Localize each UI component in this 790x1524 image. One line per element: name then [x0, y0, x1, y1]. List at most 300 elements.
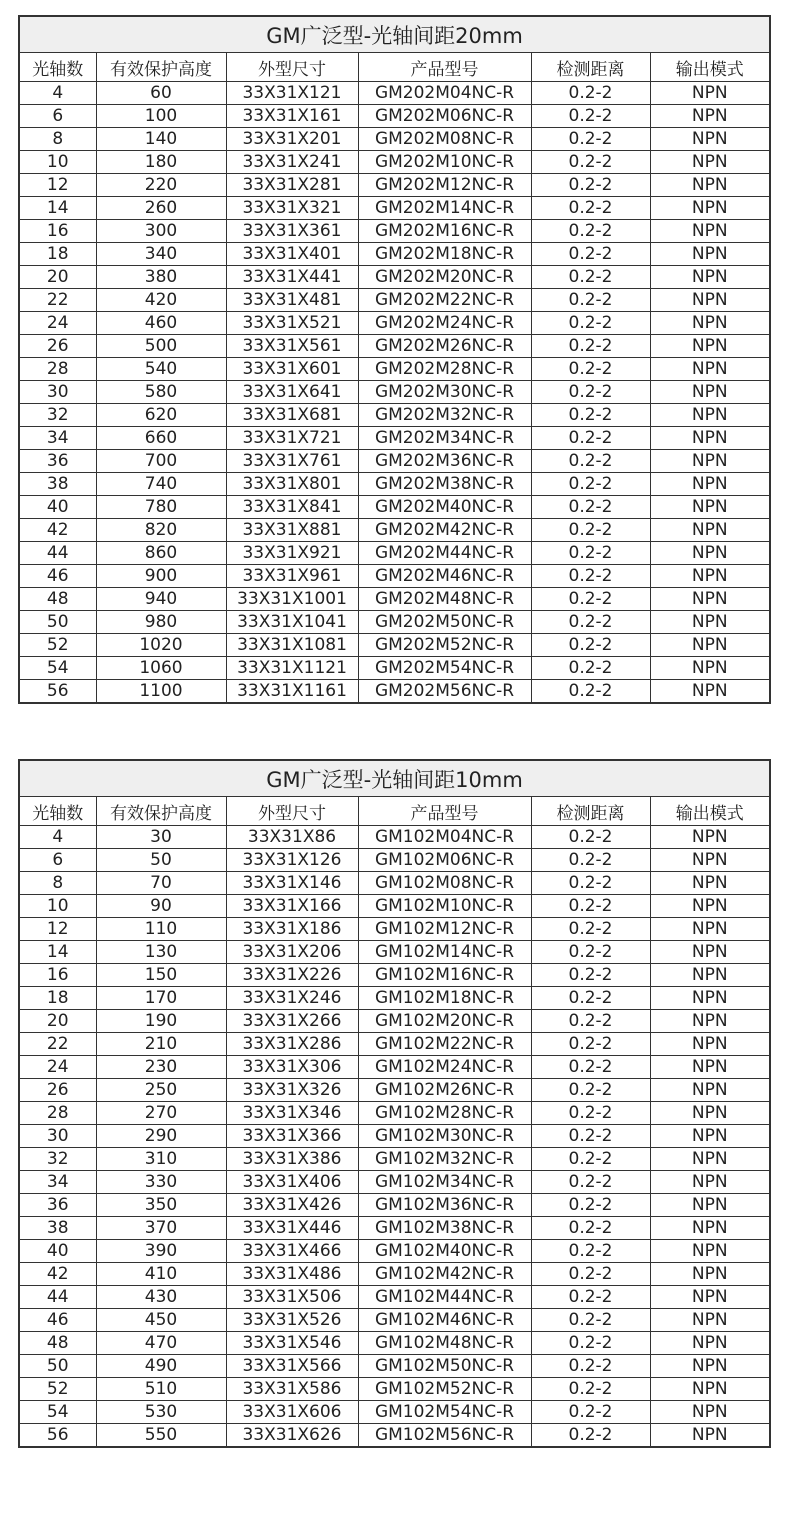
protect-height-cell: 500 [96, 335, 226, 358]
output-mode-cell: NPN [650, 895, 770, 918]
dimensions-cell: 33X31X761 [226, 450, 358, 473]
detect-distance-cell: 0.2-2 [531, 542, 650, 565]
detect-distance-cell: 0.2-2 [531, 404, 650, 427]
detect-distance-cell: 0.2-2 [531, 1309, 650, 1332]
output-mode-cell: NPN [650, 565, 770, 588]
protect-height-cell: 410 [96, 1263, 226, 1286]
dimensions-cell: 33X31X521 [226, 312, 358, 335]
detect-distance-cell: 0.2-2 [531, 289, 650, 312]
model-cell: GM202M14NC-R [358, 197, 531, 220]
dimensions-cell: 33X31X201 [226, 128, 358, 151]
axis-count-cell: 46 [19, 1309, 96, 1332]
dimensions-cell: 33X31X146 [226, 872, 358, 895]
dimensions-cell: 33X31X801 [226, 473, 358, 496]
detect-distance-cell: 0.2-2 [531, 1010, 650, 1033]
protect-height-cell: 300 [96, 220, 226, 243]
protect-height-cell: 150 [96, 964, 226, 987]
dimensions-cell: 33X31X586 [226, 1378, 358, 1401]
model-cell: GM102M42NC-R [358, 1263, 531, 1286]
detect-distance-cell: 0.2-2 [531, 588, 650, 611]
output-mode-cell: NPN [650, 826, 770, 849]
detect-distance-cell: 0.2-2 [531, 450, 650, 473]
dimensions-cell: 33X31X566 [226, 1355, 358, 1378]
model-cell: GM202M22NC-R [358, 289, 531, 312]
dimensions-cell: 33X31X441 [226, 266, 358, 289]
output-mode-cell: NPN [650, 941, 770, 964]
output-mode-cell: NPN [650, 1401, 770, 1424]
dimensions-cell: 33X31X126 [226, 849, 358, 872]
axis-count-cell: 22 [19, 1033, 96, 1056]
dimensions-cell: 33X31X266 [226, 1010, 358, 1033]
table-row [19, 1033, 770, 1056]
model-cell: GM102M46NC-R [358, 1309, 531, 1332]
axis-count-cell: 20 [19, 266, 96, 289]
detect-distance-cell: 0.2-2 [531, 1079, 650, 1102]
protect-height-cell: 460 [96, 312, 226, 335]
axis-count-cell: 26 [19, 335, 96, 358]
axis-count-cell: 12 [19, 174, 96, 197]
output-mode-cell: NPN [650, 335, 770, 358]
axis-count-cell: 10 [19, 895, 96, 918]
detect-distance-cell: 0.2-2 [531, 220, 650, 243]
protect-height-cell: 860 [96, 542, 226, 565]
axis-count-cell: 4 [19, 826, 96, 849]
dimensions-cell: 33X31X841 [226, 496, 358, 519]
output-mode-cell: NPN [650, 1240, 770, 1263]
header-output-mode: 输出模式 [650, 797, 770, 826]
table-row [19, 987, 770, 1010]
model-cell: GM102M16NC-R [358, 964, 531, 987]
axis-count-cell: 48 [19, 588, 96, 611]
model-cell: GM102M24NC-R [358, 1056, 531, 1079]
table-title: GM广泛型-光轴间距20mm [19, 16, 770, 53]
detect-distance-cell: 0.2-2 [531, 565, 650, 588]
protect-height-cell: 180 [96, 151, 226, 174]
dimensions-cell: 33X31X226 [226, 964, 358, 987]
detect-distance-cell: 0.2-2 [531, 826, 650, 849]
protect-height-cell: 30 [96, 826, 226, 849]
dimensions-cell: 33X31X446 [226, 1217, 358, 1240]
detect-distance-cell: 0.2-2 [531, 1194, 650, 1217]
model-cell: GM102M54NC-R [358, 1401, 531, 1424]
dimensions-cell: 33X31X166 [226, 895, 358, 918]
dimensions-cell: 33X31X921 [226, 542, 358, 565]
dimensions-cell: 33X31X306 [226, 1056, 358, 1079]
protect-height-cell: 110 [96, 918, 226, 941]
protect-height-cell: 820 [96, 519, 226, 542]
detect-distance-cell: 0.2-2 [531, 1424, 650, 1448]
detect-distance-cell: 0.2-2 [531, 1378, 650, 1401]
detect-distance-cell: 0.2-2 [531, 243, 650, 266]
header-output-mode: 输出模式 [650, 53, 770, 82]
table-row [19, 519, 770, 542]
axis-count-cell: 28 [19, 358, 96, 381]
table-row [19, 680, 770, 704]
dimensions-cell: 33X31X206 [226, 941, 358, 964]
detect-distance-cell: 0.2-2 [531, 1217, 650, 1240]
dimensions-cell: 33X31X426 [226, 1194, 358, 1217]
model-cell: GM202M56NC-R [358, 680, 531, 704]
axis-count-cell: 8 [19, 872, 96, 895]
axis-count-cell: 10 [19, 151, 96, 174]
model-cell: GM202M52NC-R [358, 634, 531, 657]
protect-height-cell: 940 [96, 588, 226, 611]
table-row [19, 496, 770, 519]
table-row [19, 450, 770, 473]
model-cell: GM102M40NC-R [358, 1240, 531, 1263]
axis-count-cell: 18 [19, 243, 96, 266]
detect-distance-cell: 0.2-2 [531, 381, 650, 404]
output-mode-cell: NPN [650, 1309, 770, 1332]
protect-height-cell: 620 [96, 404, 226, 427]
model-cell: GM102M50NC-R [358, 1355, 531, 1378]
axis-count-cell: 30 [19, 1125, 96, 1148]
protect-height-cell: 370 [96, 1217, 226, 1240]
axis-count-cell: 52 [19, 1378, 96, 1401]
protect-height-cell: 980 [96, 611, 226, 634]
detect-distance-cell: 0.2-2 [531, 1148, 650, 1171]
detect-distance-cell: 0.2-2 [531, 1355, 650, 1378]
dimensions-cell: 33X31X561 [226, 335, 358, 358]
output-mode-cell: NPN [650, 358, 770, 381]
output-mode-cell: NPN [650, 1263, 770, 1286]
dimensions-cell: 33X31X186 [226, 918, 358, 941]
dimensions-cell: 33X31X481 [226, 289, 358, 312]
header-dimensions: 外型尺寸 [226, 797, 358, 826]
table-row [19, 588, 770, 611]
protect-height-cell: 100 [96, 105, 226, 128]
model-cell: GM202M16NC-R [358, 220, 531, 243]
axis-count-cell: 14 [19, 197, 96, 220]
header-axis-count: 光轴数 [19, 797, 96, 826]
model-cell: GM202M04NC-R [358, 82, 531, 105]
dimensions-cell: 33X31X121 [226, 82, 358, 105]
dimensions-cell: 33X31X546 [226, 1332, 358, 1355]
detect-distance-cell: 0.2-2 [531, 872, 650, 895]
header-dimensions: 外型尺寸 [226, 53, 358, 82]
model-cell: GM202M34NC-R [358, 427, 531, 450]
protect-height-cell: 450 [96, 1309, 226, 1332]
protect-height-cell: 170 [96, 987, 226, 1010]
output-mode-cell: NPN [650, 680, 770, 704]
table-row [19, 1401, 770, 1424]
axis-count-cell: 8 [19, 128, 96, 151]
header-protect-height: 有效保护高度 [96, 797, 226, 826]
output-mode-cell: NPN [650, 1194, 770, 1217]
model-cell: GM102M48NC-R [358, 1332, 531, 1355]
table-title-row [19, 16, 770, 53]
table-row [19, 565, 770, 588]
output-mode-cell: NPN [650, 128, 770, 151]
spec-table-10mm [18, 759, 771, 1448]
protect-height-cell: 190 [96, 1010, 226, 1033]
protect-height-cell: 1020 [96, 634, 226, 657]
axis-count-cell: 30 [19, 381, 96, 404]
dimensions-cell: 33X31X1121 [226, 657, 358, 680]
table-row [19, 197, 770, 220]
axis-count-cell: 50 [19, 611, 96, 634]
protect-height-cell: 510 [96, 1378, 226, 1401]
protect-height-cell: 340 [96, 243, 226, 266]
output-mode-cell: NPN [650, 105, 770, 128]
dimensions-cell: 33X31X386 [226, 1148, 358, 1171]
table-row [19, 1424, 770, 1448]
detect-distance-cell: 0.2-2 [531, 174, 650, 197]
dimensions-cell: 33X31X506 [226, 1286, 358, 1309]
dimensions-cell: 33X31X86 [226, 826, 358, 849]
axis-count-cell: 12 [19, 918, 96, 941]
protect-height-cell: 350 [96, 1194, 226, 1217]
header-protect-height: 有效保护高度 [96, 53, 226, 82]
detect-distance-cell: 0.2-2 [531, 611, 650, 634]
output-mode-cell: NPN [650, 1056, 770, 1079]
model-cell: GM202M50NC-R [358, 611, 531, 634]
detect-distance-cell: 0.2-2 [531, 1056, 650, 1079]
table-row [19, 174, 770, 197]
protect-height-cell: 50 [96, 849, 226, 872]
output-mode-cell: NPN [650, 918, 770, 941]
output-mode-cell: NPN [650, 220, 770, 243]
table-row [19, 266, 770, 289]
dimensions-cell: 33X31X1161 [226, 680, 358, 704]
protect-height-cell: 780 [96, 496, 226, 519]
output-mode-cell: NPN [650, 312, 770, 335]
table-row [19, 1125, 770, 1148]
table-row [19, 289, 770, 312]
table-title-row [19, 760, 770, 797]
table-row [19, 404, 770, 427]
detect-distance-cell: 0.2-2 [531, 1240, 650, 1263]
axis-count-cell: 18 [19, 987, 96, 1010]
protect-height-cell: 220 [96, 174, 226, 197]
axis-count-cell: 54 [19, 657, 96, 680]
output-mode-cell: NPN [650, 872, 770, 895]
protect-height-cell: 540 [96, 358, 226, 381]
table-row [19, 941, 770, 964]
table-row [19, 826, 770, 849]
protect-height-cell: 140 [96, 128, 226, 151]
model-cell: GM202M06NC-R [358, 105, 531, 128]
dimensions-cell: 33X31X1081 [226, 634, 358, 657]
header-detect-distance: 检测距离 [531, 797, 650, 826]
output-mode-cell: NPN [650, 174, 770, 197]
axis-count-cell: 20 [19, 1010, 96, 1033]
model-cell: GM202M46NC-R [358, 565, 531, 588]
axis-count-cell: 40 [19, 496, 96, 519]
table-row [19, 1171, 770, 1194]
model-cell: GM202M38NC-R [358, 473, 531, 496]
output-mode-cell: NPN [650, 1148, 770, 1171]
model-cell: GM202M54NC-R [358, 657, 531, 680]
table-row [19, 427, 770, 450]
output-mode-cell: NPN [650, 1286, 770, 1309]
header-model: 产品型号 [358, 797, 531, 826]
detect-distance-cell: 0.2-2 [531, 1332, 650, 1355]
table-row [19, 1079, 770, 1102]
dimensions-cell: 33X31X681 [226, 404, 358, 427]
model-cell: GM102M28NC-R [358, 1102, 531, 1125]
detect-distance-cell: 0.2-2 [531, 895, 650, 918]
table-row [19, 358, 770, 381]
protect-height-cell: 430 [96, 1286, 226, 1309]
table-row [19, 335, 770, 358]
table-row [19, 151, 770, 174]
protect-height-cell: 470 [96, 1332, 226, 1355]
dimensions-cell: 33X31X961 [226, 565, 358, 588]
output-mode-cell: NPN [650, 1378, 770, 1401]
axis-count-cell: 46 [19, 565, 96, 588]
output-mode-cell: NPN [650, 588, 770, 611]
protect-height-cell: 740 [96, 473, 226, 496]
output-mode-cell: NPN [650, 542, 770, 565]
dimensions-cell: 33X31X1001 [226, 588, 358, 611]
dimensions-cell: 33X31X286 [226, 1033, 358, 1056]
protect-height-cell: 90 [96, 895, 226, 918]
protect-height-cell: 380 [96, 266, 226, 289]
detect-distance-cell: 0.2-2 [531, 849, 650, 872]
table-row [19, 1332, 770, 1355]
protect-height-cell: 390 [96, 1240, 226, 1263]
protect-height-cell: 700 [96, 450, 226, 473]
axis-count-cell: 22 [19, 289, 96, 312]
output-mode-cell: NPN [650, 1424, 770, 1448]
model-cell: GM202M48NC-R [358, 588, 531, 611]
dimensions-cell: 33X31X281 [226, 174, 358, 197]
model-cell: GM202M24NC-R [358, 312, 531, 335]
output-mode-cell: NPN [650, 289, 770, 312]
table-row [19, 1010, 770, 1033]
header-model: 产品型号 [358, 53, 531, 82]
axis-count-cell: 34 [19, 1171, 96, 1194]
axis-count-cell: 54 [19, 1401, 96, 1424]
protect-height-cell: 550 [96, 1424, 226, 1448]
detect-distance-cell: 0.2-2 [531, 197, 650, 220]
table-row [19, 657, 770, 680]
dimensions-cell: 33X31X881 [226, 519, 358, 542]
table-row [19, 312, 770, 335]
protect-height-cell: 230 [96, 1056, 226, 1079]
detect-distance-cell: 0.2-2 [531, 987, 650, 1010]
axis-count-cell: 56 [19, 1424, 96, 1448]
output-mode-cell: NPN [650, 197, 770, 220]
model-cell: GM102M06NC-R [358, 849, 531, 872]
detect-distance-cell: 0.2-2 [531, 1263, 650, 1286]
output-mode-cell: NPN [650, 964, 770, 987]
model-cell: GM202M08NC-R [358, 128, 531, 151]
output-mode-cell: NPN [650, 1033, 770, 1056]
model-cell: GM102M08NC-R [358, 872, 531, 895]
axis-count-cell: 32 [19, 1148, 96, 1171]
dimensions-cell: 33X31X1041 [226, 611, 358, 634]
model-cell: GM202M28NC-R [358, 358, 531, 381]
header-detect-distance: 检测距离 [531, 53, 650, 82]
table-row [19, 473, 770, 496]
model-cell: GM102M20NC-R [358, 1010, 531, 1033]
table-row [19, 1056, 770, 1079]
detect-distance-cell: 0.2-2 [531, 496, 650, 519]
axis-count-cell: 24 [19, 312, 96, 335]
output-mode-cell: NPN [650, 243, 770, 266]
dimensions-cell: 33X31X246 [226, 987, 358, 1010]
protect-height-cell: 310 [96, 1148, 226, 1171]
model-cell: GM102M04NC-R [358, 826, 531, 849]
detect-distance-cell: 0.2-2 [531, 82, 650, 105]
axis-count-cell: 4 [19, 82, 96, 105]
dimensions-cell: 33X31X606 [226, 1401, 358, 1424]
dimensions-cell: 33X31X346 [226, 1102, 358, 1125]
table-row [19, 1378, 770, 1401]
detect-distance-cell: 0.2-2 [531, 128, 650, 151]
output-mode-cell: NPN [650, 266, 770, 289]
output-mode-cell: NPN [650, 473, 770, 496]
table-row [19, 895, 770, 918]
detect-distance-cell: 0.2-2 [531, 634, 650, 657]
protect-height-cell: 250 [96, 1079, 226, 1102]
protect-height-cell: 130 [96, 941, 226, 964]
table-row [19, 542, 770, 565]
table-row [19, 1102, 770, 1125]
dimensions-cell: 33X31X366 [226, 1125, 358, 1148]
dimensions-cell: 33X31X526 [226, 1309, 358, 1332]
model-cell: GM102M14NC-R [358, 941, 531, 964]
model-cell: GM102M34NC-R [358, 1171, 531, 1194]
table-row [19, 634, 770, 657]
output-mode-cell: NPN [650, 1332, 770, 1355]
output-mode-cell: NPN [650, 450, 770, 473]
model-cell: GM202M44NC-R [358, 542, 531, 565]
axis-count-cell: 16 [19, 220, 96, 243]
model-cell: GM102M52NC-R [358, 1378, 531, 1401]
protect-height-cell: 1060 [96, 657, 226, 680]
protect-height-cell: 60 [96, 82, 226, 105]
table-row [19, 1263, 770, 1286]
axis-count-cell: 48 [19, 1332, 96, 1355]
output-mode-cell: NPN [650, 1102, 770, 1125]
model-cell: GM202M10NC-R [358, 151, 531, 174]
table-header-row [19, 53, 770, 82]
table-row [19, 611, 770, 634]
dimensions-cell: 33X31X406 [226, 1171, 358, 1194]
output-mode-cell: NPN [650, 657, 770, 680]
output-mode-cell: NPN [650, 611, 770, 634]
axis-count-cell: 38 [19, 1217, 96, 1240]
protect-height-cell: 270 [96, 1102, 226, 1125]
detect-distance-cell: 0.2-2 [531, 1171, 650, 1194]
protect-height-cell: 210 [96, 1033, 226, 1056]
output-mode-cell: NPN [650, 151, 770, 174]
output-mode-cell: NPN [650, 427, 770, 450]
table-title: GM广泛型-光轴间距10mm [19, 760, 770, 797]
detect-distance-cell: 0.2-2 [531, 941, 650, 964]
table-row [19, 128, 770, 151]
detect-distance-cell: 0.2-2 [531, 1102, 650, 1125]
table-row [19, 964, 770, 987]
model-cell: GM102M12NC-R [358, 918, 531, 941]
model-cell: GM102M22NC-R [358, 1033, 531, 1056]
protect-height-cell: 900 [96, 565, 226, 588]
dimensions-cell: 33X31X161 [226, 105, 358, 128]
model-cell: GM102M44NC-R [358, 1286, 531, 1309]
dimensions-cell: 33X31X721 [226, 427, 358, 450]
axis-count-cell: 42 [19, 1263, 96, 1286]
output-mode-cell: NPN [650, 82, 770, 105]
table-row [19, 1217, 770, 1240]
detect-distance-cell: 0.2-2 [531, 1033, 650, 1056]
detect-distance-cell: 0.2-2 [531, 312, 650, 335]
detect-distance-cell: 0.2-2 [531, 519, 650, 542]
axis-count-cell: 44 [19, 1286, 96, 1309]
axis-count-cell: 36 [19, 1194, 96, 1217]
